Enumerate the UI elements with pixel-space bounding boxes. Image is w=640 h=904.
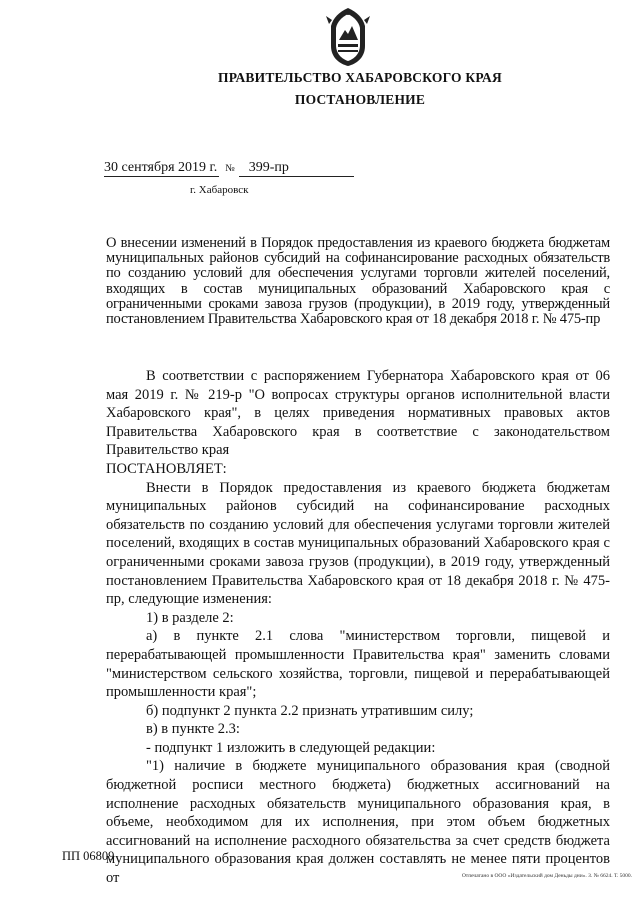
document-city: г. Хабаровск [190, 184, 249, 196]
date-number-line [104, 160, 354, 177]
number-label: № [225, 163, 235, 174]
printer-imprint: Отпечатано в ООО «Издательский дом Деньды дни». З. № 6624. Т. 5000. [461, 873, 632, 879]
preamble-paragraph: В соответствии с распоряжением Губернатора Хабаровского края от 06 мая 2019 г. № 219-р "О вопросах структуры органов исполнительной власти Хабаровского края", в целях приведения нормативных правовых актов Правительства Хабаровского края в соответствие с законодательством Правительство края [106, 368, 610, 459]
document-code: ПП 06809 [62, 849, 115, 863]
document-title: О внесении изменений в Порядок предоставления из краевого бюджета бюджетам муниципальных районов субсидий на софинансирование расходных обязательств по созданию условий для обеспечения услугами торговли жителей поселений, входящих в состав муниципальных образований Хабаровского края с ограниченными сроками завоза грузов (продукции), в 2019 году, утвержденный постановлением Правительства Хабаровского края от 18 декабря 2018 г. № 475-пр [106, 235, 610, 328]
body-paragraph: в) в пункте 2.3: [146, 721, 240, 738]
body-paragraph: а) в пункте 2.1 слова "министерством торговли, пищевой и перерабатывающей промышленности Правительства края" заменить словами "министерством сельского хозяйства, торговли, пищевой и перерабатывающей промышленности края"; [106, 628, 610, 701]
document-type: ПОСТАНОВЛЕНИЕ [294, 92, 426, 107]
body-paragraph: - подпункт 1 изложить в следующей редакции: [146, 739, 436, 756]
document-date: 30 сентября 2019 г. [104, 160, 218, 175]
organization-name: ПРАВИТЕЛЬСТВО ХАБАРОВСКОГО КРАЯ [218, 70, 502, 85]
document-number: 399-пр [239, 160, 354, 177]
body-paragraph: "1) наличие в бюджете муниципального образования края (сводной бюджетной росписи местного бюджета) бюджетных ассигнований на исполнение расходных обязательств муниципального образования края, в объеме, необходимом для их исполнения, при этом объем бюджетных ассигнований на исполнение расходного обязательства за счет средств бюджета муниципального образования края должен составлять не менее пяти процентов от [106, 758, 610, 887]
body-paragraph: Внести в Порядок предоставления из краевого бюджета бюджетам муниципальных районов субсидий на софинансирование расходных обязательств по созданию условий для обеспечения услугами торговли жителей поселений, входящих в состав муниципальных образований Хабаровского края с ограниченными сроками завоза грузов (продукции), в 2019 году, утвержденный постановлением Правительства Хабаровского края от 18 декабря 2018 г. № 475-пр, следующие изменения: [106, 479, 610, 608]
document-body [106, 367, 610, 888]
body-paragraph: 1) в разделе 2: [146, 609, 234, 626]
resolves-heading: ПОСТАНОВЛЯЕТ: [106, 460, 227, 477]
coat-of-arms-emblem [325, 6, 371, 68]
body-paragraph: б) подпункт 2 пункта 2.2 признать утратившим силу; [146, 702, 474, 719]
